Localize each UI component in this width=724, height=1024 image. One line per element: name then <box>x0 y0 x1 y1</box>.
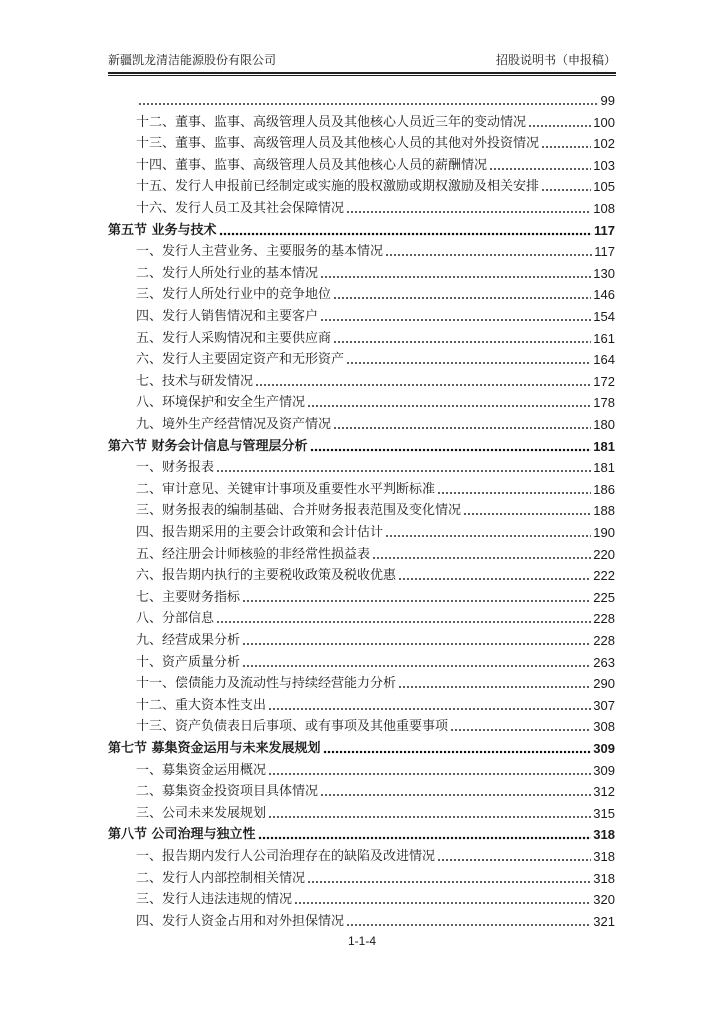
toc-entry-label: 十二、董事、监事、高级管理人员及其他核心人员近三年的变动情况 <box>136 114 527 130</box>
toc-entry-page: 312 <box>593 784 615 800</box>
toc-entry[interactable] <box>136 196 615 218</box>
dot-leader <box>398 685 591 689</box>
toc-entry-page: 100 <box>593 114 615 130</box>
toc-entry-page: 108 <box>593 201 615 216</box>
toc-entry[interactable] <box>136 369 615 391</box>
toc-entry-page: 190 <box>593 525 615 540</box>
toc-entry-page: 186 <box>593 481 615 497</box>
toc-entry-label: 二、发行人所处行业的基本情况 <box>136 265 319 281</box>
toc-entry[interactable] <box>136 606 615 628</box>
toc-entry-label: 三、发行人所处行业中的竞争地位 <box>136 287 332 303</box>
toc-entry-label: 十一、偿债能力及流动性与持续经营能力分析 <box>136 676 397 692</box>
dot-leader <box>258 836 592 840</box>
dot-leader <box>320 275 591 279</box>
toc-entry-label: 三、发行人违法违规的情况 <box>136 892 293 908</box>
toc-entry-page: 103 <box>593 157 615 173</box>
toc-entry[interactable] <box>136 153 615 175</box>
toc-entry-label: 四、报告期采用的主要会计政策和会计估计 <box>136 525 384 540</box>
toc-entry[interactable] <box>136 693 615 715</box>
toc-entry-page: 228 <box>593 633 615 648</box>
toc-entry-label: 十五、发行人申报前已经制定或实施的股权激励或期权激励及相关安排 <box>136 179 540 195</box>
toc-entry-label: 四、发行人销售情况和主要客户 <box>136 309 319 324</box>
toc-entry[interactable] <box>136 131 615 153</box>
toc-entry[interactable] <box>136 758 615 780</box>
dot-leader <box>294 901 591 905</box>
toc-entry-page: 225 <box>593 589 615 605</box>
dot-leader <box>323 750 592 754</box>
toc-entry[interactable] <box>136 779 615 801</box>
toc-entry[interactable] <box>136 412 615 434</box>
toc-entry-label: 十三、董事、监事、高级管理人员及其他核心人员的其他对外投资情况 <box>136 136 540 152</box>
toc-entry-page: 161 <box>593 330 615 346</box>
toc-entry-page: 308 <box>593 719 615 735</box>
toc-entry[interactable] <box>136 714 615 736</box>
dot-leader <box>346 210 591 214</box>
toc-entry-page: 220 <box>593 546 615 562</box>
toc-entry-label: 第八节 公司治理与独立性 <box>108 827 256 843</box>
dot-leader <box>310 448 592 452</box>
toc-entry-label: 四、发行人资金占用和对外担保情况 <box>136 913 345 929</box>
toc-entry[interactable] <box>136 801 615 823</box>
header-divider <box>108 72 616 76</box>
page-header <box>108 50 616 70</box>
toc-entry[interactable] <box>136 282 615 304</box>
toc-entry-label: 五、发行人采购情况和主要供应商 <box>136 330 332 346</box>
toc-entry-label: 二、发行人内部控制相关情况 <box>136 870 306 886</box>
toc-entry-label: 九、经营成果分析 <box>136 633 241 648</box>
toc-section-entry[interactable] <box>108 434 615 456</box>
dot-leader <box>398 577 591 581</box>
dot-leader <box>268 772 591 776</box>
toc-entry-label: 三、公司未来发展规划 <box>136 805 267 821</box>
toc-entry[interactable] <box>136 628 615 650</box>
dot-leader <box>268 707 591 711</box>
toc-entry-page: 309 <box>593 741 615 756</box>
toc-entry-label: 第六节 财务会计信息与管理层分析 <box>108 438 308 454</box>
dot-leader <box>346 923 591 927</box>
dot-leader <box>385 253 592 257</box>
toc-entry-page: 154 <box>593 309 615 324</box>
dot-leader <box>333 340 591 344</box>
toc-entry[interactable] <box>136 498 615 520</box>
toc-entry[interactable] <box>136 844 615 866</box>
dot-leader <box>333 426 591 430</box>
dot-leader <box>333 296 591 300</box>
toc-entry[interactable] <box>136 520 615 542</box>
dot-leader <box>242 599 591 603</box>
toc-entry[interactable] <box>136 542 615 564</box>
toc-entry-page: 320 <box>593 892 615 908</box>
toc-entry-label: 一、报告期内发行人公司治理存在的缺陷及改进情况 <box>136 849 436 864</box>
dot-leader <box>437 491 591 495</box>
toc-entry-page: 188 <box>593 503 615 519</box>
toc-entry[interactable] <box>136 650 615 672</box>
dot-leader <box>528 124 591 128</box>
toc-entry-label: 十二、重大资本性支出 <box>136 697 267 713</box>
toc-entry-page: 318 <box>593 827 615 843</box>
toc-entry[interactable] <box>136 326 615 348</box>
toc-entry-page: 164 <box>593 352 615 368</box>
dot-leader <box>268 815 591 819</box>
toc-entry-label: 六、发行人主要固定资产和无形资产 <box>136 352 345 368</box>
toc-entry-page: 99 <box>600 93 615 108</box>
toc-entry-label: 二、募集资金投资项目具体情况 <box>136 784 319 800</box>
dot-leader <box>463 512 591 516</box>
toc-entry-page: 172 <box>593 373 615 389</box>
toc-entry-page: 117 <box>594 244 615 260</box>
page-number: 1-1-4 <box>347 934 376 948</box>
toc-entry-page: 315 <box>593 805 615 821</box>
dot-leader <box>219 232 592 236</box>
toc-entry-page: 321 <box>593 913 615 929</box>
toc-entry[interactable] <box>136 390 615 412</box>
company-name: 新疆凯龙清洁能源股份有限公司 <box>108 53 277 67</box>
toc-entry[interactable] <box>136 347 615 369</box>
toc-entry-page: 307 <box>593 697 615 713</box>
toc-entry-page: 105 <box>593 179 615 195</box>
toc-entry-page: 130 <box>593 265 615 281</box>
toc-entry-page: 102 <box>593 136 615 152</box>
toc-entry-page: 117 <box>594 222 615 238</box>
toc-entry[interactable] <box>136 477 615 499</box>
toc-entry-label: 七、主要财务指标 <box>136 589 241 605</box>
toc-entry-label: 六、报告期内执行的主要税收政策及税收优惠 <box>136 568 397 584</box>
toc-entry[interactable] <box>136 261 615 283</box>
toc-entry-page: 178 <box>593 395 615 411</box>
toc-section-entry[interactable] <box>108 736 615 758</box>
dot-leader <box>242 642 591 646</box>
toc-entry[interactable] <box>136 909 615 931</box>
toc-entry[interactable] <box>136 110 615 132</box>
dot-leader <box>450 728 591 732</box>
dot-leader <box>320 793 591 797</box>
toc-entry[interactable] <box>136 887 615 909</box>
dot-leader <box>437 858 591 862</box>
toc-entry-page: 318 <box>593 870 615 886</box>
dot-leader <box>307 880 591 884</box>
toc-entry-label: 八、环境保护和安全生产情况 <box>136 395 306 411</box>
toc-entry[interactable] <box>136 563 615 585</box>
toc-entry-page: 146 <box>593 287 615 303</box>
toc-entry-page: 228 <box>593 611 615 627</box>
dot-leader <box>255 383 591 387</box>
dot-leader <box>372 556 591 560</box>
toc-entry-label: 三、财务报表的编制基础、合并财务报表范围及变化情况 <box>136 503 462 519</box>
toc-entry-label: 五、经注册会计师核验的非经常性损益表 <box>136 546 371 562</box>
toc-entry-page: 181 <box>593 438 615 454</box>
dot-leader <box>541 188 591 192</box>
dot-leader <box>489 167 591 171</box>
toc-entry-label: 一、发行人主营业务、主要服务的基本情况 <box>136 244 384 260</box>
toc-section-entry[interactable] <box>108 218 615 240</box>
toc-entry[interactable] <box>136 88 615 110</box>
toc-entry-label: 八、分部信息 <box>136 611 215 627</box>
toc-entry-label: 十三、资产负债表日后事项、或有事项及其他重要事项 <box>136 719 449 735</box>
toc-entry[interactable] <box>136 866 615 888</box>
toc-entry-label: 九、境外生产经营情况及资产情况 <box>136 417 332 432</box>
dot-leader <box>216 469 591 473</box>
toc-entry[interactable] <box>136 174 615 196</box>
toc-entry-page: 309 <box>593 762 615 778</box>
toc-entry[interactable] <box>136 585 615 607</box>
toc-entry-label: 第五节 业务与技术 <box>108 222 217 238</box>
dot-leader <box>138 102 599 106</box>
toc-entry-label: 第七节 募集资金运用与未来发展规划 <box>108 741 321 756</box>
toc-entry-page: 290 <box>593 676 615 692</box>
dot-leader <box>216 620 591 624</box>
toc-entry-page: 318 <box>593 849 615 864</box>
toc-entry-page: 263 <box>593 654 615 670</box>
toc-entry-label: 十、资产质量分析 <box>136 654 241 670</box>
toc-entry[interactable] <box>136 304 615 326</box>
dot-leader <box>307 404 591 408</box>
toc-entry[interactable] <box>136 671 615 693</box>
toc-entry-label: 七、技术与研发情况 <box>136 373 254 389</box>
toc-entry-page: 181 <box>593 460 615 476</box>
toc-entry[interactable] <box>136 455 615 477</box>
dot-leader <box>346 361 591 365</box>
toc-entry[interactable] <box>136 239 615 261</box>
toc-entry-page: 222 <box>593 568 615 584</box>
toc-entry-label: 二、审计意见、关键审计事项及重要性水平判断标准 <box>136 481 436 497</box>
document-title: 招股说明书（申报稿） <box>495 53 616 67</box>
toc-entry-label: 十六、发行人员工及其社会保障情况 <box>136 201 345 216</box>
toc-entry-page: 180 <box>593 417 615 432</box>
dot-leader <box>541 145 591 149</box>
toc-entry-label: 一、募集资金运用概况 <box>136 762 267 778</box>
toc-entry-label: 十四、董事、监事、高级管理人员及其他核心人员的薪酬情况 <box>136 157 488 173</box>
dot-leader <box>385 534 591 538</box>
dot-leader <box>242 664 591 668</box>
dot-leader <box>320 318 591 322</box>
toc-section-entry[interactable] <box>108 822 615 844</box>
toc-entry-label: 一、财务报表 <box>136 460 215 476</box>
